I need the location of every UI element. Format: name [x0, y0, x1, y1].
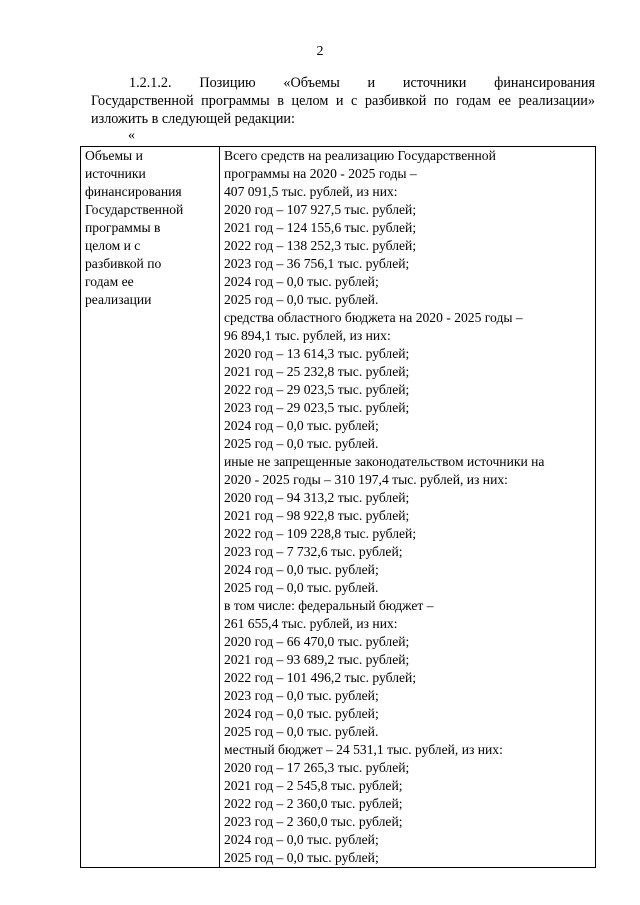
position-name-line: разбивкой по — [85, 256, 162, 271]
funding-line: 2020 - 2025 годы – 310 197,4 тыс. рублей, из них: — [224, 472, 508, 487]
funding-line: 2020 год – 107 927,5 тыс. рублей; — [224, 202, 417, 217]
page-number: 2 — [316, 44, 324, 59]
funding-line: 2021 год – 25 232,8 тыс. рублей; — [224, 364, 410, 379]
funding-line: 2025 год – 0,0 тыс. рублей. — [224, 724, 379, 739]
funding-line: 2025 год – 0,0 тыс. рублей. — [224, 580, 379, 595]
funding-line: 2023 год – 2 360,0 тыс. рублей; — [224, 814, 403, 829]
funding-line: местный бюджет – 24 531,1 тыс. рублей, из них: — [224, 742, 503, 757]
funding-line: в том числе: федеральный бюджет – — [224, 598, 434, 613]
funding-line: 2024 год – 0,0 тыс. рублей; — [224, 418, 379, 433]
funding-line: Всего средств на реализацию Государственной — [224, 148, 496, 163]
funding-table — [80, 146, 596, 868]
funding-line: 2020 год – 13 614,3 тыс. рублей; — [224, 346, 410, 361]
funding-line: 2024 год – 0,0 тыс. рублей; — [224, 706, 379, 721]
position-name — [85, 147, 215, 309]
position-name-line: финансирования — [85, 184, 182, 199]
table-row — [81, 147, 596, 868]
position-name-line: реализации — [85, 292, 152, 307]
position-name-line: Объемы и — [85, 148, 143, 163]
intro-line-2: Государственной программы в целом и с разбивкой по годам ее реализации» — [91, 93, 595, 109]
funding-line: 2021 год – 98 922,8 тыс. рублей; — [224, 508, 410, 523]
funding-line: 2022 год – 101 496,2 тыс. рублей; — [224, 670, 417, 685]
funding-line: 2021 год – 2 545,8 тыс. рублей; — [224, 778, 403, 793]
funding-details — [224, 147, 591, 867]
funding-line: 2021 год – 124 155,6 тыс. рублей; — [224, 220, 417, 235]
funding-line: 2020 год – 66 470,0 тыс. рублей; — [224, 634, 410, 649]
position-name-line: целом и с — [85, 238, 141, 253]
funding-line: 407 091,5 тыс. рублей, из них: — [224, 184, 398, 199]
funding-line: 2020 год – 17 265,3 тыс. рублей; — [224, 760, 410, 775]
funding-line: 2022 год – 138 252,3 тыс. рублей; — [224, 238, 417, 253]
position-name-cell — [81, 147, 220, 868]
intro-line-3: изложить в следующей редакции: — [91, 111, 295, 127]
funding-line: 2024 год – 0,0 тыс. рублей; — [224, 274, 379, 289]
funding-line: 2025 год – 0,0 тыс. рублей. — [224, 292, 379, 307]
funding-details-cell — [220, 147, 596, 868]
funding-line: 2025 год – 0,0 тыс. рублей. — [224, 436, 379, 451]
funding-line: средства областного бюджета на 2020 - 2025 годы – — [224, 310, 523, 325]
intro-paragraph — [91, 74, 595, 128]
funding-line: 2024 год – 0,0 тыс. рублей; — [224, 832, 379, 847]
funding-line: 2024 год – 0,0 тыс. рублей; — [224, 562, 379, 577]
position-name-line: годам ее — [85, 274, 134, 289]
opening-quote: « — [128, 128, 135, 143]
funding-line: 2023 год – 0,0 тыс. рублей; — [224, 688, 379, 703]
funding-line: 2025 год – 0,0 тыс. рублей; — [224, 850, 379, 865]
funding-line: 2023 год – 7 732,6 тыс. рублей; — [224, 544, 403, 559]
funding-line: иные не запрещенные законодательством источники на — [224, 454, 545, 469]
funding-line: 2022 год – 109 228,8 тыс. рублей; — [224, 526, 417, 541]
funding-line: 261 655,4 тыс. рублей, из них: — [224, 616, 398, 631]
funding-line: 2021 год – 93 689,2 тыс. рублей; — [224, 652, 410, 667]
position-name-line: программы в — [85, 220, 161, 235]
funding-line: 2023 год – 36 756,1 тыс. рублей; — [224, 256, 410, 271]
intro-line-1: 1.2.1.2. Позицию «Объемы и источники финансирования — [129, 75, 595, 91]
funding-line: 2020 год – 94 313,2 тыс. рублей; — [224, 490, 410, 505]
position-name-line: источники — [85, 166, 146, 181]
funding-line: программы на 2020 - 2025 годы – — [224, 166, 417, 181]
funding-line: 96 894,1 тыс. рублей, из них: — [224, 328, 391, 343]
position-name-line: Государственной — [85, 202, 184, 217]
funding-line: 2022 год – 29 023,5 тыс. рублей; — [224, 382, 410, 397]
funding-line: 2022 год – 2 360,0 тыс. рублей; — [224, 796, 403, 811]
funding-line: 2023 год – 29 023,5 тыс. рублей; — [224, 400, 410, 415]
